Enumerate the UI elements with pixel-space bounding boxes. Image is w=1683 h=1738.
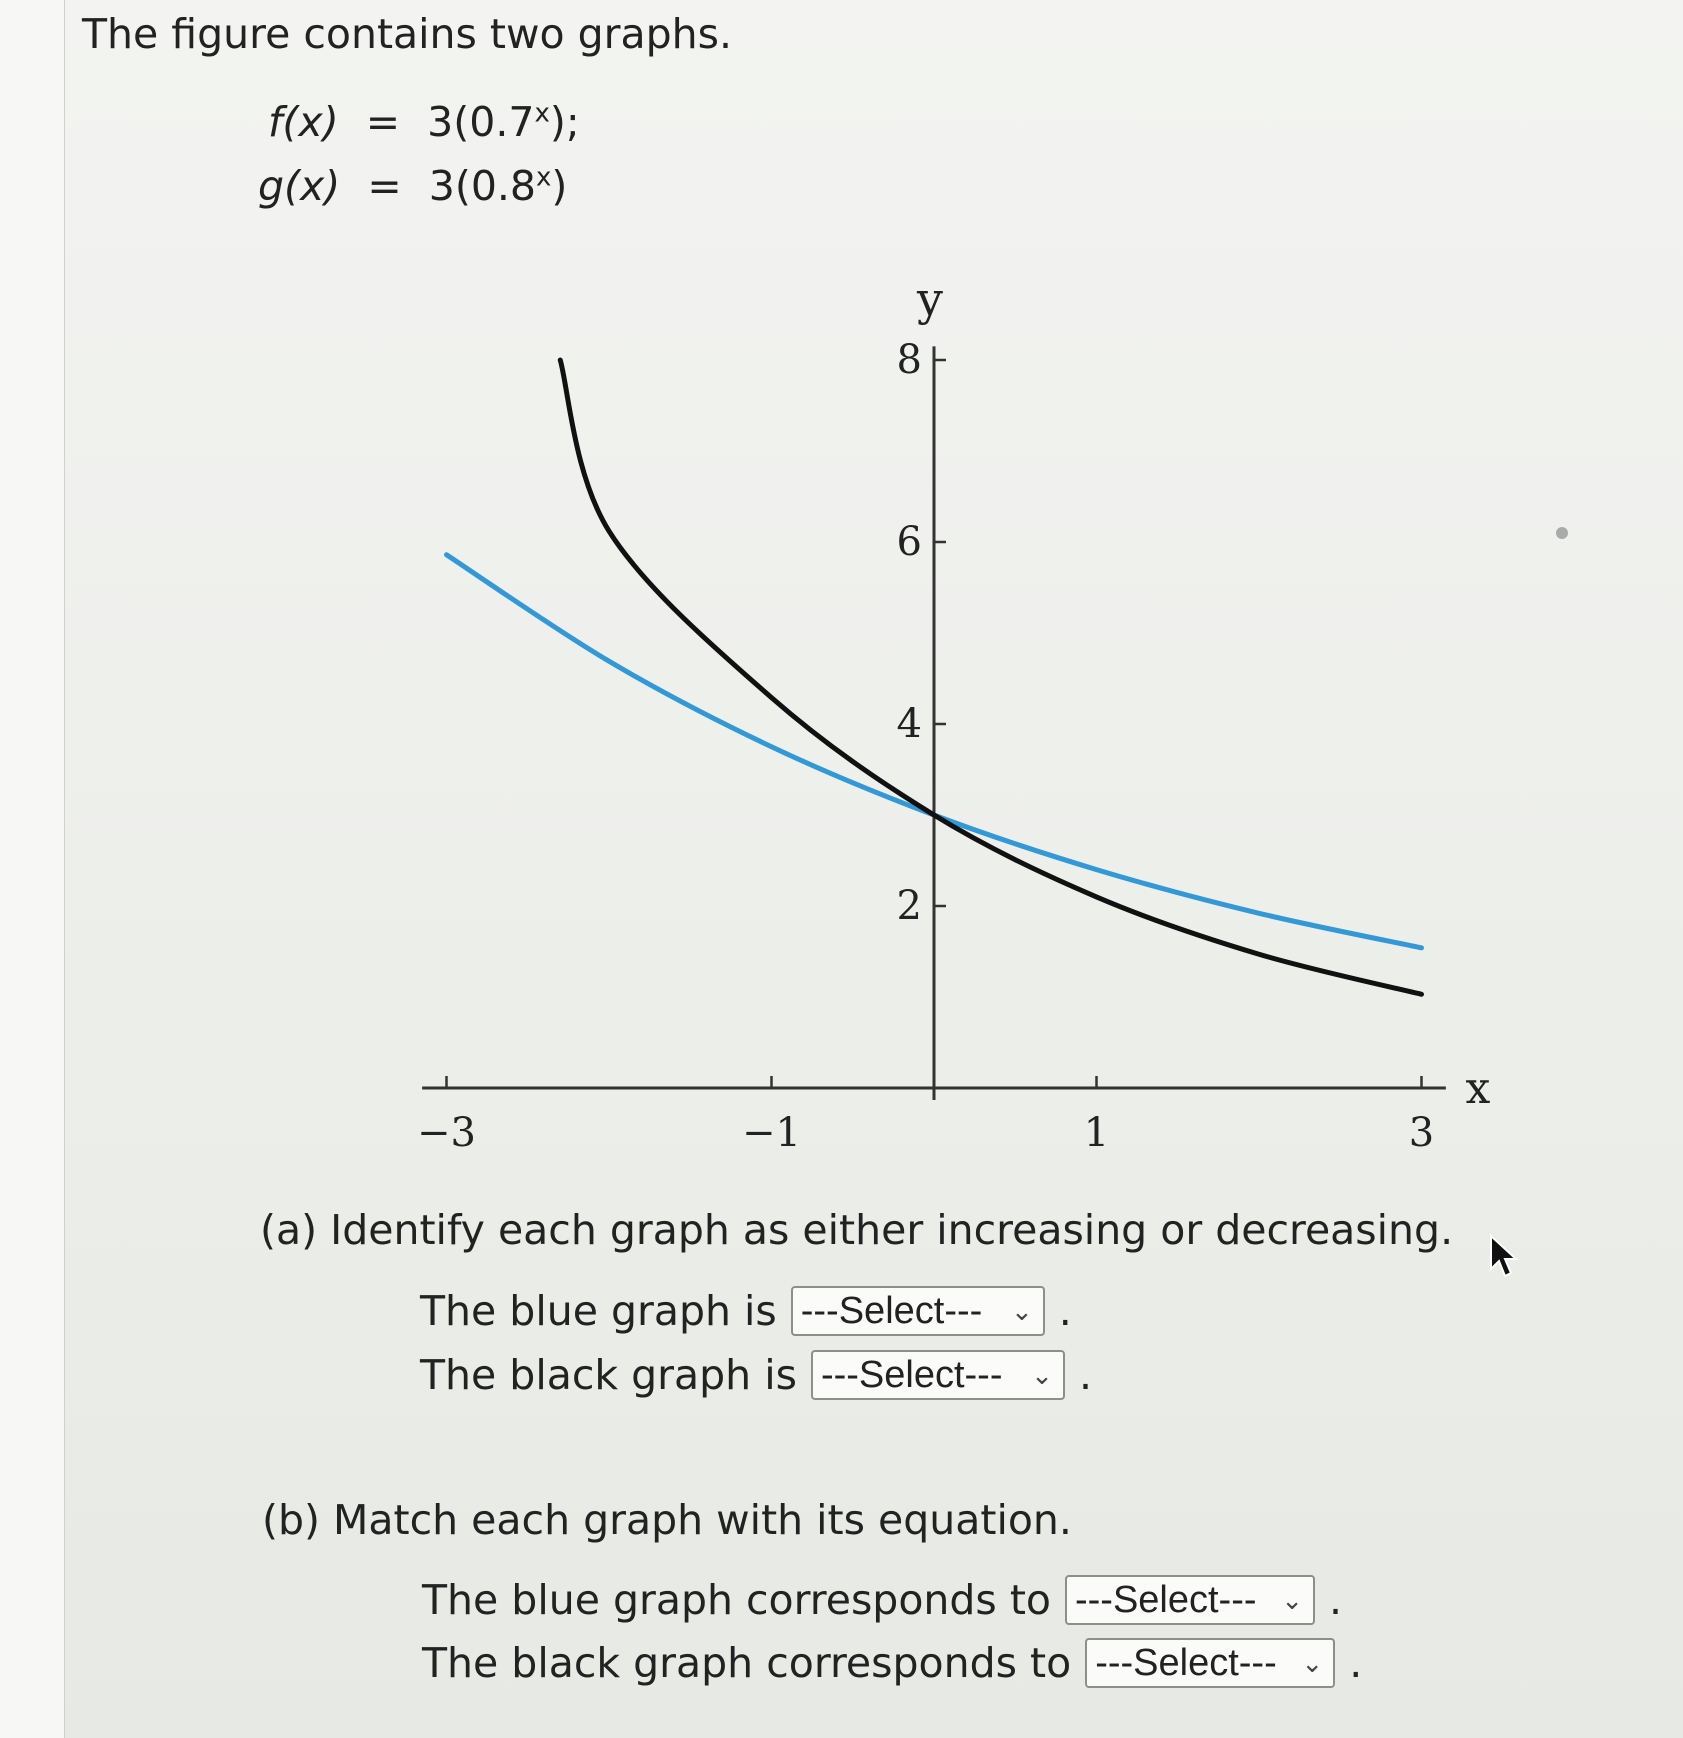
part-a-heading: (a) Identify each graph as either increasing or decreasing. xyxy=(260,1206,1454,1254)
end-period: . xyxy=(1078,1351,1092,1399)
equation-g-exponent: x xyxy=(536,162,552,193)
equation-f-exponent: x xyxy=(534,98,550,129)
y-tick-label: 4 xyxy=(896,701,922,747)
blue-direction-select[interactable] xyxy=(791,1286,1045,1336)
equation-f-rhs-end: ); xyxy=(549,98,580,146)
equation-g-equals: = xyxy=(367,162,402,210)
y-axis-label: y xyxy=(917,272,943,326)
part-b-black-label: The black graph corresponds to xyxy=(422,1639,1072,1687)
chevron-down-icon: ⌄ xyxy=(1010,1295,1033,1326)
chevron-down-icon: ⌄ xyxy=(1031,1359,1053,1390)
y-tick-label: 6 xyxy=(896,519,922,565)
select-placeholder: ---Select--- xyxy=(800,1289,983,1332)
chevron-down-icon: ⌄ xyxy=(1301,1647,1324,1678)
part-b-blue-row xyxy=(422,1575,1342,1625)
x-axis-label: x xyxy=(1465,1063,1491,1114)
equation-f-rhs-base: 3(0.7 xyxy=(427,98,535,146)
equation-g-rhs-base: 3(0.8 xyxy=(428,162,537,210)
part-b-black-row xyxy=(422,1638,1362,1688)
black-equation-select[interactable] xyxy=(1085,1638,1335,1688)
x-tick-label: −3 xyxy=(417,1110,476,1156)
x-tick-label: 3 xyxy=(1408,1110,1435,1156)
x-tick-label: −1 xyxy=(742,1110,801,1156)
part-b-heading: (b) Match each graph with its equation. xyxy=(262,1496,1072,1544)
chevron-down-icon: ⌄ xyxy=(1281,1584,1303,1615)
part-a-blue-row xyxy=(420,1286,1072,1336)
select-placeholder: ---Select--- xyxy=(1074,1578,1257,1621)
y-tick-label: 8 xyxy=(896,337,922,383)
part-a-blue-label: The blue graph is xyxy=(420,1287,777,1335)
equation-f-lhs: f(x) xyxy=(268,98,339,146)
select-placeholder: ---Select--- xyxy=(1095,1641,1277,1684)
blue-equation-select[interactable] xyxy=(1065,1575,1315,1625)
black-direction-select[interactable] xyxy=(811,1350,1065,1400)
part-b-blue-label: The blue graph corresponds to xyxy=(422,1576,1051,1624)
x-tick-label: 1 xyxy=(1083,1110,1110,1156)
select-placeholder: ---Select--- xyxy=(820,1353,1003,1396)
mouse-pointer-icon xyxy=(1488,1233,1522,1281)
equation-g-rhs-end: ) xyxy=(551,162,568,210)
screen-spot xyxy=(1556,527,1568,539)
intro-text: The figure contains two graphs. xyxy=(82,10,733,58)
equation-g-lhs: g(x) xyxy=(258,162,341,210)
equation-f-equals: = xyxy=(365,98,401,146)
end-period: . xyxy=(1328,1576,1343,1624)
end-period: . xyxy=(1349,1639,1363,1687)
black-curve xyxy=(560,360,1421,994)
part-a-black-label: The black graph is xyxy=(420,1351,797,1399)
end-period: . xyxy=(1058,1287,1072,1335)
part-a-black-row xyxy=(420,1350,1092,1400)
y-tick-label: 2 xyxy=(896,883,922,929)
